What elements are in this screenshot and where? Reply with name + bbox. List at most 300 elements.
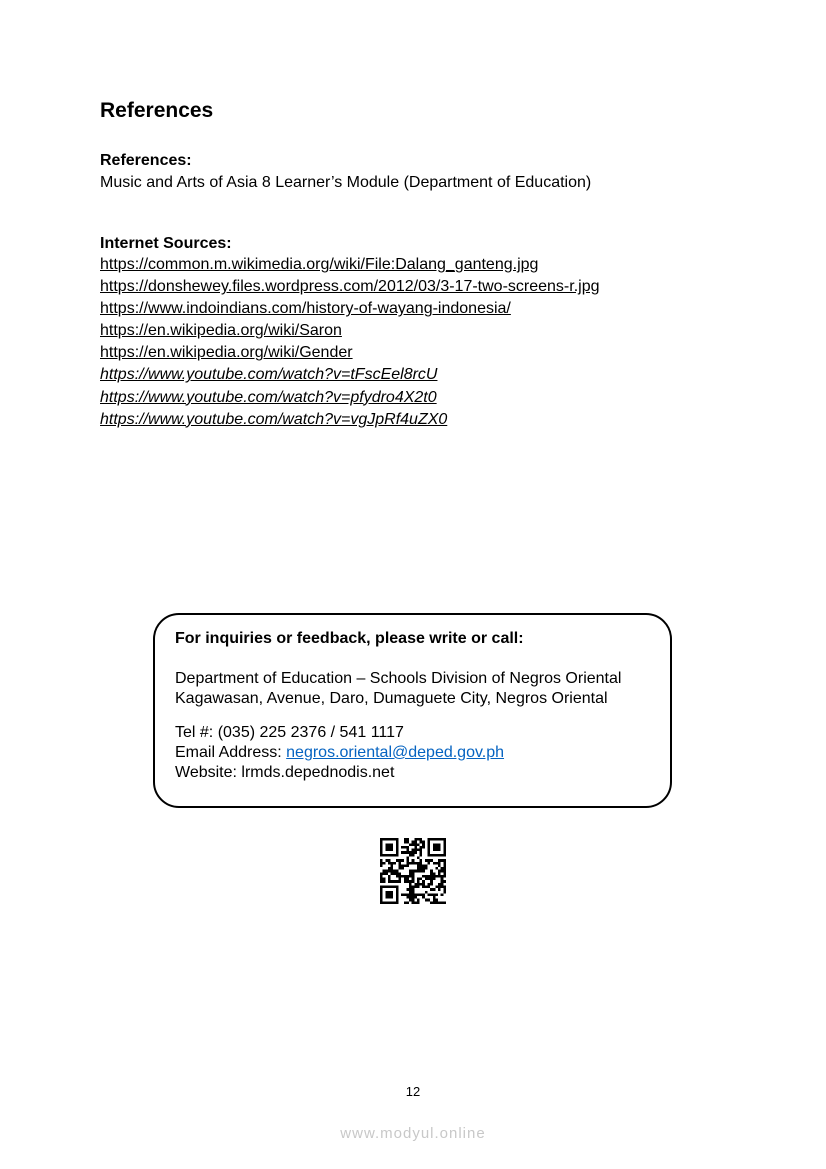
qr-module xyxy=(398,864,401,867)
qr-module xyxy=(380,896,383,899)
qr-module xyxy=(385,849,388,852)
contact-email xyxy=(175,742,504,764)
qr-module xyxy=(430,870,433,873)
qr-module xyxy=(414,862,417,865)
qr-module xyxy=(438,843,441,846)
qr-module xyxy=(433,862,436,865)
qr-module xyxy=(422,843,425,846)
qr-module xyxy=(441,867,444,870)
qr-module xyxy=(409,896,412,899)
qr-module xyxy=(398,880,401,883)
qr-module xyxy=(391,893,394,896)
qr-module xyxy=(438,872,441,875)
email-label: Email Address: xyxy=(175,744,287,761)
qr-module xyxy=(391,870,394,873)
source-link[interactable]: https://en.wikipedia.org/wiki/Gender xyxy=(100,344,353,362)
qr-module xyxy=(388,880,391,883)
qr-module xyxy=(443,886,446,889)
qr-module xyxy=(380,872,383,875)
qr-module xyxy=(396,899,399,902)
qr-module xyxy=(438,870,441,873)
qr-module xyxy=(435,893,438,896)
qr-module xyxy=(443,849,446,852)
qr-module xyxy=(422,880,425,883)
qr-module xyxy=(422,893,425,896)
qr-module xyxy=(388,870,391,873)
contact-org: Department of Education – Schools Division of Negros Oriental xyxy=(175,670,622,687)
qr-module xyxy=(438,864,441,867)
qr-module xyxy=(412,901,415,904)
qr-module xyxy=(385,901,388,904)
qr-module xyxy=(383,886,386,889)
qr-module xyxy=(401,846,404,849)
source-link[interactable]: https://www.indoindians.com/history-of-wayang-indonesia/ xyxy=(100,300,511,318)
qr-module xyxy=(406,878,409,881)
qr-module xyxy=(433,846,436,849)
qr-module xyxy=(428,878,431,881)
qr-module xyxy=(425,864,428,867)
qr-module xyxy=(396,896,399,899)
qr-module xyxy=(391,891,394,894)
qr-module xyxy=(396,851,399,854)
watermark: www.modyul.online xyxy=(340,1125,486,1142)
qr-module xyxy=(383,880,386,883)
qr-module xyxy=(435,843,438,846)
qr-module xyxy=(430,875,433,878)
references-heading: References: xyxy=(100,152,192,169)
qr-module xyxy=(425,859,428,862)
qr-module xyxy=(391,872,394,875)
qr-module xyxy=(438,883,441,886)
source-link[interactable]: https://donshewey.files.wordpress.com/2012/03/3-17-two-screens-r.jpg xyxy=(100,278,600,296)
qr-code-icon xyxy=(380,838,446,904)
qr-module xyxy=(391,862,394,865)
qr-module xyxy=(412,875,415,878)
contact-heading: For inquiries or feedback, please write or call: xyxy=(175,630,524,647)
qr-module xyxy=(396,849,399,852)
qr-module xyxy=(406,849,409,852)
qr-module xyxy=(425,891,428,894)
qr-module xyxy=(412,843,415,846)
qr-module xyxy=(391,880,394,883)
qr-module xyxy=(443,875,446,878)
qr-module xyxy=(443,872,446,875)
qr-module xyxy=(391,846,394,849)
qr-module xyxy=(401,867,404,870)
qr-module xyxy=(385,893,388,896)
qr-module xyxy=(409,862,412,865)
qr-module xyxy=(428,846,431,849)
qr-module xyxy=(422,875,425,878)
qr-module xyxy=(441,838,444,841)
qr-module xyxy=(404,901,407,904)
qr-module xyxy=(404,851,407,854)
qr-module xyxy=(385,872,388,875)
qr-module xyxy=(380,851,383,854)
qr-module xyxy=(438,846,441,849)
qr-module xyxy=(414,883,417,886)
qr-module xyxy=(396,846,399,849)
qr-module xyxy=(383,838,386,841)
qr-module xyxy=(438,875,441,878)
qr-module xyxy=(417,886,420,889)
qr-module xyxy=(441,870,444,873)
qr-module xyxy=(409,880,412,883)
qr-module xyxy=(404,880,407,883)
qr-module xyxy=(404,878,407,881)
qr-module xyxy=(388,862,391,865)
qr-module xyxy=(443,891,446,894)
qr-module xyxy=(391,854,394,857)
qr-module xyxy=(380,888,383,891)
qr-module xyxy=(406,862,409,865)
qr-module xyxy=(393,880,396,883)
qr-module xyxy=(443,901,446,904)
qr-module xyxy=(380,843,383,846)
qr-module xyxy=(409,888,412,891)
qr-module xyxy=(435,899,438,902)
qr-module xyxy=(380,846,383,849)
qr-module xyxy=(412,891,415,894)
qr-module xyxy=(412,893,415,896)
contact-website: Website: lrmds.depednodis.net xyxy=(175,764,395,781)
qr-module xyxy=(412,886,415,889)
qr-module xyxy=(414,838,417,841)
page-number: 12 xyxy=(405,1084,421,1099)
qr-module xyxy=(422,883,425,886)
qr-module xyxy=(433,838,436,841)
qr-module xyxy=(385,870,388,873)
qr-module xyxy=(393,901,396,904)
qr-module xyxy=(417,856,420,859)
qr-module xyxy=(396,875,399,878)
qr-module xyxy=(412,888,415,891)
qr-module xyxy=(409,851,412,854)
qr-module xyxy=(443,854,446,857)
qr-module xyxy=(401,875,404,878)
qr-module xyxy=(433,901,436,904)
qr-module xyxy=(428,886,431,889)
qr-module xyxy=(393,862,396,865)
qr-module xyxy=(438,886,441,889)
qr-module xyxy=(433,888,436,891)
source-link[interactable]: https://www.youtube.com/watch?v=pfydro4X2t0 xyxy=(100,388,437,406)
contact-address: Kagawasan, Avenue, Daro, Dumaguete City, Negros Oriental xyxy=(175,690,608,707)
qr-module xyxy=(443,841,446,844)
qr-module xyxy=(401,893,404,896)
qr-module xyxy=(380,880,383,883)
qr-module xyxy=(398,859,401,862)
qr-module xyxy=(435,854,438,857)
qr-module xyxy=(443,864,446,867)
internet-sources-heading: Internet Sources: xyxy=(100,235,232,252)
qr-module xyxy=(380,901,383,904)
qr-module xyxy=(417,899,420,902)
qr-module xyxy=(420,870,423,873)
qr-module xyxy=(425,867,428,870)
qr-module xyxy=(414,851,417,854)
qr-module xyxy=(396,901,399,904)
qr-module xyxy=(409,883,412,886)
qr-module xyxy=(388,859,391,862)
qr-module xyxy=(414,870,417,873)
qr-module xyxy=(428,862,431,865)
qr-module xyxy=(412,849,415,852)
qr-module xyxy=(438,838,441,841)
qr-module xyxy=(391,886,394,889)
qr-module xyxy=(398,878,401,881)
qr-module xyxy=(420,841,423,844)
qr-module xyxy=(417,878,420,881)
qr-module xyxy=(385,859,388,862)
qr-module xyxy=(441,859,444,862)
qr-module xyxy=(406,896,409,899)
qr-module xyxy=(396,880,399,883)
qr-module xyxy=(385,854,388,857)
qr-module xyxy=(417,870,420,873)
email-link[interactable]: negros.oriental@deped.gov.ph xyxy=(286,744,505,761)
qr-module xyxy=(409,870,412,873)
source-link[interactable]: https://www.youtube.com/watch?v=vgJpRf4uZX0 xyxy=(100,410,448,428)
qr-module xyxy=(414,843,417,846)
qr-module xyxy=(417,867,420,870)
qr-module xyxy=(433,854,436,857)
qr-module xyxy=(383,870,386,873)
qr-module xyxy=(385,846,388,849)
qr-module xyxy=(412,880,415,883)
qr-module xyxy=(433,896,436,899)
reference-item: Music and Arts of Asia 8 Learner’s Module (Department of Education) xyxy=(100,174,592,191)
qr-module xyxy=(417,883,420,886)
qr-module xyxy=(383,901,386,904)
qr-module xyxy=(396,854,399,857)
qr-module xyxy=(396,841,399,844)
qr-module xyxy=(435,875,438,878)
qr-module xyxy=(441,878,444,881)
qr-module xyxy=(435,846,438,849)
qr-module xyxy=(441,883,444,886)
qr-module xyxy=(438,862,441,865)
qr-module xyxy=(438,888,441,891)
source-link[interactable]: https://common.m.wikimedia.org/wiki/File:Dalang_ganteng.jpg xyxy=(100,256,539,273)
qr-module xyxy=(417,893,420,896)
qr-module xyxy=(441,901,444,904)
qr-module xyxy=(385,891,388,894)
qr-module xyxy=(388,901,391,904)
qr-module xyxy=(404,846,407,849)
qr-module xyxy=(401,851,404,854)
qr-module xyxy=(420,878,423,881)
qr-module xyxy=(433,893,436,896)
qr-module xyxy=(428,851,431,854)
qr-module xyxy=(430,878,433,881)
qr-module xyxy=(393,886,396,889)
qr-module xyxy=(430,880,433,883)
qr-module xyxy=(388,854,391,857)
qr-module xyxy=(401,859,404,862)
source-link[interactable]: https://en.wikipedia.org/wiki/Saron xyxy=(100,322,342,340)
qr-module xyxy=(404,893,407,896)
qr-module xyxy=(414,901,417,904)
qr-module xyxy=(412,896,415,899)
qr-module xyxy=(433,872,436,875)
qr-module xyxy=(422,846,425,849)
qr-module xyxy=(443,846,446,849)
qr-module xyxy=(443,851,446,854)
qr-module xyxy=(422,864,425,867)
qr-module xyxy=(412,872,415,875)
qr-module xyxy=(422,886,425,889)
qr-module xyxy=(430,883,433,886)
qr-module xyxy=(385,886,388,889)
qr-module xyxy=(430,859,433,862)
qr-module xyxy=(391,843,394,846)
qr-module xyxy=(417,864,420,867)
qr-module xyxy=(388,893,391,896)
contact-box xyxy=(153,613,672,808)
qr-module xyxy=(412,851,415,854)
qr-module xyxy=(438,854,441,857)
qr-module xyxy=(430,901,433,904)
qr-module xyxy=(428,875,431,878)
qr-module xyxy=(422,867,425,870)
qr-module xyxy=(425,899,428,902)
qr-module xyxy=(414,896,417,899)
qr-module xyxy=(435,862,438,865)
qr-module xyxy=(443,862,446,865)
qr-module xyxy=(420,854,423,857)
qr-module xyxy=(417,880,420,883)
qr-module xyxy=(420,862,423,865)
qr-module xyxy=(396,891,399,894)
qr-module xyxy=(380,841,383,844)
qr-module xyxy=(428,893,431,896)
qr-module xyxy=(430,893,433,896)
qr-module xyxy=(420,864,423,867)
qr-module xyxy=(409,891,412,894)
qr-module xyxy=(388,849,391,852)
qr-module xyxy=(443,870,446,873)
qr-module xyxy=(428,899,431,902)
qr-module xyxy=(406,859,409,862)
qr-module xyxy=(430,854,433,857)
qr-module xyxy=(396,838,399,841)
qr-module xyxy=(409,872,412,875)
qr-module xyxy=(391,838,394,841)
qr-module xyxy=(414,841,417,844)
qr-module xyxy=(414,893,417,896)
qr-module xyxy=(380,849,383,852)
qr-module xyxy=(430,838,433,841)
qr-module xyxy=(412,899,415,902)
qr-module xyxy=(428,854,431,857)
qr-module xyxy=(391,864,394,867)
qr-module xyxy=(380,859,383,862)
qr-module xyxy=(428,843,431,846)
qr-module xyxy=(406,841,409,844)
qr-module xyxy=(428,849,431,852)
qr-module xyxy=(409,875,412,878)
qr-module xyxy=(398,862,401,865)
qr-module xyxy=(443,838,446,841)
qr-module xyxy=(406,875,409,878)
qr-module xyxy=(404,864,407,867)
qr-module xyxy=(430,888,433,891)
qr-module xyxy=(396,872,399,875)
qr-module xyxy=(391,849,394,852)
qr-module xyxy=(406,901,409,904)
internet-sources-list xyxy=(100,254,600,431)
qr-module xyxy=(383,872,386,875)
qr-module xyxy=(406,893,409,896)
source-link[interactable]: https://www.youtube.com/watch?v=tFscEel8rcU xyxy=(100,366,438,384)
qr-module xyxy=(443,888,446,891)
qr-module xyxy=(414,886,417,889)
qr-module xyxy=(409,893,412,896)
page-title: References xyxy=(100,99,214,122)
qr-module xyxy=(433,875,436,878)
qr-module xyxy=(417,849,420,852)
qr-module xyxy=(398,872,401,875)
qr-module xyxy=(420,859,423,862)
qr-module xyxy=(380,875,383,878)
contact-tel: Tel #: (035) 225 2376 / 541 1117 xyxy=(175,724,404,741)
qr-module xyxy=(420,838,423,841)
qr-module xyxy=(396,888,399,891)
qr-module xyxy=(417,901,420,904)
qr-module xyxy=(388,846,391,849)
qr-module xyxy=(401,864,404,867)
qr-module xyxy=(396,886,399,889)
qr-module xyxy=(398,875,401,878)
qr-module xyxy=(406,838,409,841)
qr-module xyxy=(412,870,415,873)
qr-module xyxy=(438,901,441,904)
qr-module xyxy=(414,849,417,852)
qr-module xyxy=(409,843,412,846)
qr-module xyxy=(438,849,441,852)
qr-module xyxy=(443,880,446,883)
qr-module xyxy=(406,851,409,854)
qr-module xyxy=(385,896,388,899)
qr-module xyxy=(422,841,425,844)
qr-module xyxy=(380,864,383,867)
qr-module xyxy=(425,886,428,889)
qr-module xyxy=(441,886,444,889)
qr-module xyxy=(417,843,420,846)
qr-module xyxy=(441,854,444,857)
qr-module xyxy=(388,886,391,889)
qr-module xyxy=(409,899,412,902)
qr-module xyxy=(412,859,415,862)
qr-module xyxy=(388,896,391,899)
qr-module xyxy=(396,843,399,846)
qr-module xyxy=(380,862,383,865)
qr-module xyxy=(388,875,391,878)
qr-module xyxy=(380,854,383,857)
qr-module xyxy=(393,872,396,875)
qr-module xyxy=(406,888,409,891)
qr-module xyxy=(433,843,436,846)
qr-module xyxy=(441,880,444,883)
qr-module xyxy=(420,849,423,852)
qr-module xyxy=(404,838,407,841)
qr-module xyxy=(383,878,386,881)
qr-module xyxy=(428,838,431,841)
qr-module xyxy=(420,893,423,896)
qr-module xyxy=(393,838,396,841)
qr-module xyxy=(417,838,420,841)
